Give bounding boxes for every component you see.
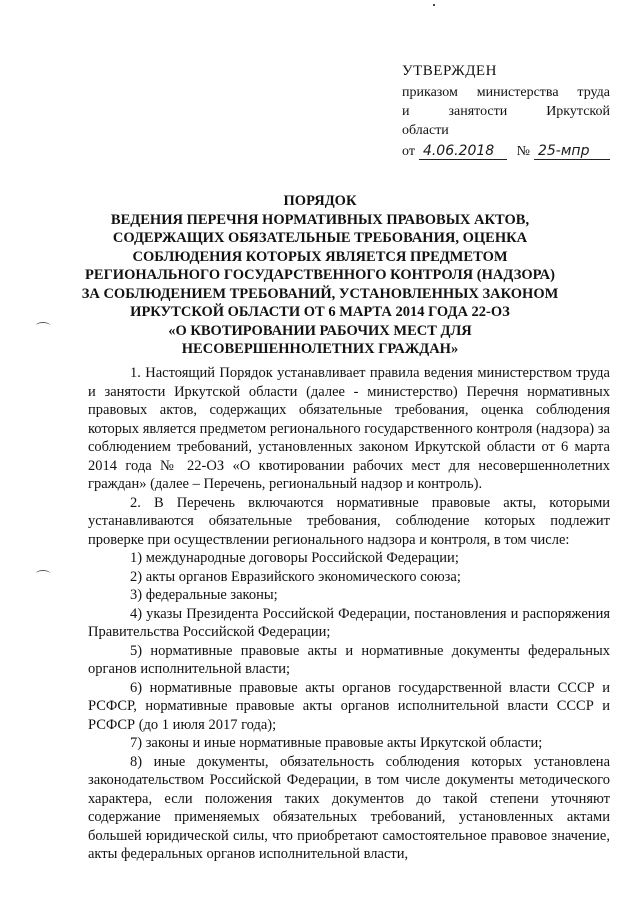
- title-line: ИРКУТСКОЙ ОБЛАСТИ ОТ 6 МАРТА 2014 ГОДА 22-ОЗ: [130, 304, 510, 320]
- list-item: 5) нормативные правовые акты и нормативные документы федеральных органов исполнительной власти;: [88, 642, 610, 677]
- title-line: СОДЕРЖАЩИХ ОБЯЗАТЕЛЬНЫЕ ТРЕБОВАНИЯ, ОЦЕНКА: [112, 230, 528, 246]
- list-item: 1) международные договоры Российской Федерации;: [130, 550, 459, 566]
- title-line: ЗА СОБЛЮДЕНИЕМ ТРЕБОВАНИЙ, УСТАНОВЛЕННЫХ ЗАКОНОМ: [81, 285, 559, 302]
- list-item: 6) нормативные правовые акты органов государственной власти СССР и РСФСР, нормативные правовые акты органов исполнительной власти СССР и РСФСР (до 1 июля 2017 года);: [88, 679, 610, 733]
- list-item: 8) иные документы, обязательность соблюдения которых установлена законодательством Российской Федерации, в том числе документы методического характера, если положения таких документов до такой степени уточняют содержание применяемых обязательных требований, установленных актами большей юридической силы, что приобретают самостоятельное правовое значение, акты федеральных органов исполнительной власти,: [88, 753, 610, 862]
- title-line: ВЕДЕНИЯ ПЕРЕЧНЯ НОРМАТИВНЫХ ПРАВОВЫХ АКТОВ,: [110, 211, 530, 228]
- title-line: СОБЛЮДЕНИЯ КОТОРЫХ ЯВЛЯЕТСЯ ПРЕДМЕТОМ: [132, 248, 508, 265]
- list-item: 2) акты органов Евразийского экономического союза;: [130, 568, 461, 585]
- approval-text-line: области: [402, 123, 449, 138]
- number-prefix: №: [516, 144, 530, 159]
- scan-speck: [433, 4, 435, 6]
- approval-text-line: приказом министерства труда: [402, 85, 610, 100]
- approval-text-line: и занятости Иркутской: [402, 104, 610, 119]
- approval-stamp-block: [402, 62, 610, 161]
- paragraph: 2. В Перечень включаются нормативные правовые акты, которыми устанавливаются обязательные требования, соблюдение которых подлежит проверке при осуществлении регионального надзора и контроля, в том числе:: [88, 494, 610, 548]
- margin-hole-mark: [36, 322, 50, 329]
- margin-hole-mark: [36, 570, 50, 577]
- handwritten-order-number: 25-мпр: [534, 143, 610, 160]
- list-item: 3) федеральные законы;: [130, 587, 278, 603]
- date-prefix: от: [402, 144, 415, 159]
- approval-date-line: [402, 142, 610, 161]
- document-title: [60, 192, 580, 359]
- title-line: РЕГИОНАЛЬНОГО ГОСУДАРСТВЕННОГО КОНТРОЛЯ (НАДЗОРА): [85, 267, 555, 283]
- title-line: НЕСОВЕРШЕННОЛЕТНИХ ГРАЖДАН»: [181, 341, 459, 357]
- list-item: 7) законы и иные нормативные правовые акты Иркутской области;: [130, 735, 543, 751]
- list-item: 4) указы Президента Российской Федерации, постановления и распоряжения Правительства Российской Федерации;: [88, 605, 610, 640]
- paragraph: 1. Настоящий Порядок устанавливает правила ведения министерством труда и занятости Иркутской области (далее - министерство) Перечня нормативных правовых актов, содержащих обязательные требования, оценка соблюдения которых является предметом регионального государственного контроля (надзора) за соблюдением требований, установленных законом Иркутской области от 6 марта 2014 года № 22-ОЗ «О квотировании рабочих мест для несовершеннолетних граждан» (далее – Перечень, региональный надзор и контроль).: [88, 365, 610, 492]
- handwritten-date: 4.06.2018: [419, 143, 507, 160]
- title-line: «О КВОТИРОВАНИИ РАБОЧИХ МЕСТ ДЛЯ: [168, 322, 472, 339]
- approval-label: УТВЕРЖДЕН: [402, 63, 497, 79]
- title-line: ПОРЯДОК: [283, 193, 357, 209]
- document-body: [88, 364, 610, 864]
